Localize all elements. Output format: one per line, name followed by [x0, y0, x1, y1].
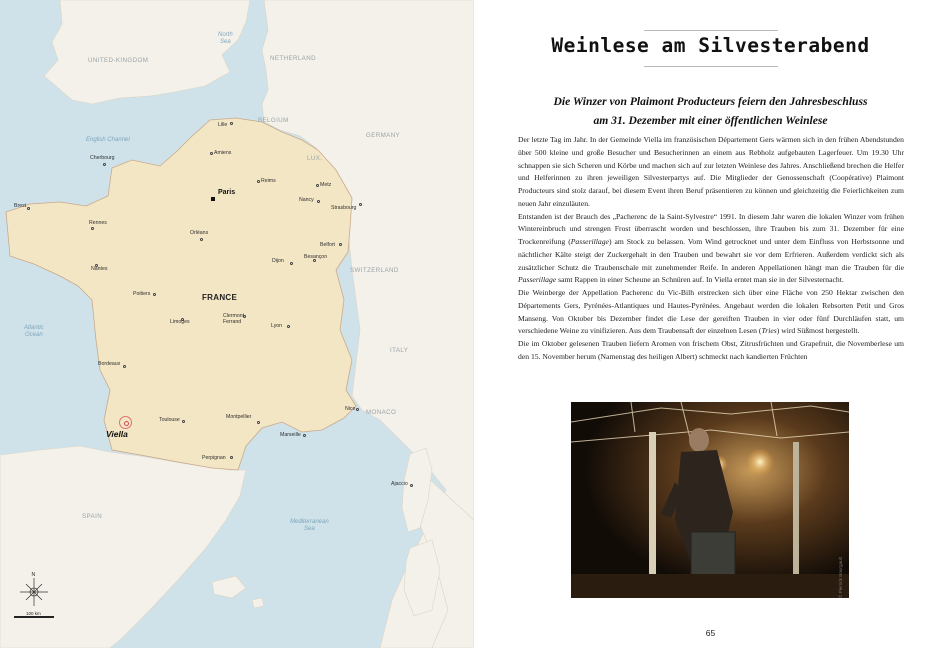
label-france: FRANCE: [202, 293, 238, 302]
label-nice: Nice: [345, 406, 356, 412]
paragraph-2: [518, 211, 904, 288]
label-poitiers: Poitiers: [133, 291, 151, 297]
marker-metz: [316, 184, 319, 187]
paragraph-3: [518, 287, 904, 338]
marker-reims: [257, 180, 260, 183]
label-netherland: NETHERLAND: [270, 55, 316, 62]
label-north-sea: [218, 32, 233, 46]
label-rennes: Rennes: [89, 220, 107, 226]
paragraph-3-part-b: ) wird Süßmost hergestellt.: [776, 326, 860, 336]
marker-ajaccio: [410, 484, 413, 487]
paragraph-4: Die im Oktober gelesenen Trauben liefern Aromen von frischem Obst, Zitrusfrüchten und Grapefruit, die Novemberlese um den 15. November herum (Namenstag des heiligen Albert) schmeckt nach kandierten Früchten: [518, 339, 904, 361]
label-north-sea-line1: North: [218, 32, 233, 38]
marker-montpellier: [257, 421, 260, 424]
paragraph-3-part-a: Die Weinberge der Appellation Pacherenc du Vic-Bilh erstrecken sich über eine Fläche von 250 Hektar zwischen den Départements Gers, Pyrénées-Atlantiques und Hautes-Pyrénées. Angebaut werden die lokalen Rebsorten Petit und Gros Manseng. Von Oktober bis Dezember findet die Lese der gereiften Trauben in vier oder fünf Durchläufen statt, um verschiedene Weine zu vinifizieren. Aus dem Traubensaft der einzelnen Lesen (: [518, 288, 904, 336]
marker-belfort: [339, 243, 342, 246]
article-title: Weinlese am Silvesterabend: [551, 34, 870, 57]
label-montpellier: Montpellier: [226, 414, 252, 420]
label-monaco: MONACO: [366, 409, 397, 416]
label-strasbourg: Strasbourg: [331, 205, 357, 211]
label-english-channel: English Channel: [86, 137, 130, 143]
scale-label: 100 km: [26, 611, 41, 616]
label-reims: Reims: [261, 178, 276, 184]
marker-nice: [356, 408, 359, 411]
article-photo: [571, 402, 849, 598]
label-lux: LUX.: [307, 155, 323, 162]
marker-marseille: [303, 434, 306, 437]
marker-paris: [211, 197, 215, 201]
paragraph-2-part-a: Entstanden ist der Brauch des „Pacherenc de la Saint-Sylvestre“ 1991. In diesem Jahr waren die lokalen Winzer vom frühen Wintereinbruch und strengen Frost überrascht worden und beschlossen, ihre Trauben bis zum 31. Dezember für eine Trockenreifung (: [518, 211, 904, 246]
marker-strasbourg: [359, 203, 362, 206]
label-italy: ITALY: [390, 347, 409, 354]
label-brest: Brest: [14, 203, 27, 209]
label-ajaccio: Ajaccio: [391, 481, 408, 487]
article-body: [518, 134, 904, 364]
label-mediterranean-sea: [290, 519, 329, 533]
paragraph-3-emphasis: Tries: [761, 326, 777, 336]
label-med-line1: Mediterranean: [290, 519, 329, 525]
marker-orleans: [200, 238, 203, 241]
article-page: [474, 0, 947, 648]
paragraph-2-part-c: samt Rappen in einer Scheune an Schnüren auf. In Viella erntet man sie in der Silvesternacht.: [556, 275, 844, 285]
marker-bordeaux: [123, 365, 126, 368]
label-spain: SPAIN: [82, 513, 103, 520]
label-north-sea-line2: Sea: [219, 38, 231, 45]
title-rule-top: [644, 30, 778, 31]
label-belgium: BELGIUM: [258, 117, 289, 124]
page-number: 65: [705, 628, 716, 638]
label-besancon: Besançon: [304, 254, 328, 260]
paragraph-2-part-b: ) am Stock zu belassen. Vom Wind getrocknet und unter dem Einfluss von Herbstsonne und nächtlicher Kälte steigt der Zuckergehalt in den Trauben und bewahrt sie vor dem Erfrieren. Außerdem verdickt sich als zusätzlicher Schutz die Traubenschale mit zunehmender Reife. In anderen Appellationen hängt man die Trauben für die: [518, 237, 904, 272]
paragraph-1: Der letzte Tag im Jahr. In der Gemeinde Viella im französischen Département Gers wärmen sich in den frühen Abendstunden über 500 kleine und große Besucher und Besucherinnen an einem aus Rebholz aufgebauten Lagerfeuer. Um 19.30 Uhr schnappen sie sich Scheren und Körbe und machen sich auf zur letzten Weinlese des Jahres. Anschließend brechen die Helfer und Helferinnen zu ihren jeweiligen Silvesterpartys auf. Die Mitglieder der Genossenschaft (Coopérative) Plaimont Producteurs sind stolz darauf, bei diesem Event ihren Beruf präsentieren zu können und gleichzeitig die Feierlichkeiten zum neuen Jahr einzuläuten.: [518, 135, 904, 208]
label-switzerland: SWITZERLAND: [350, 267, 399, 274]
label-amiens: Amiens: [214, 150, 232, 156]
marker-perpignan: [230, 456, 233, 459]
label-germany: GERMANY: [366, 132, 401, 139]
marker-amiens: [210, 152, 213, 155]
scale-bar: [14, 616, 54, 618]
marker-viella: [119, 416, 132, 429]
label-limoges: Limoges: [170, 319, 190, 325]
label-paris: Paris: [218, 189, 236, 196]
marker-poitiers: [153, 293, 156, 296]
label-cherbourg: Cherbourg: [90, 155, 115, 161]
label-bordeaux: Bordeaux: [98, 361, 121, 367]
label-viella: Viella: [106, 429, 128, 439]
marker-rennes: [91, 227, 94, 230]
marker-toulouse: [182, 420, 185, 423]
label-nancy: Nancy: [299, 197, 314, 203]
label-atlantic-line2: Ocean: [25, 331, 43, 338]
marker-cherbourg: [103, 163, 106, 166]
paragraph-2-emphasis-2: Passerillage: [518, 275, 557, 285]
label-metz: Metz: [320, 182, 332, 188]
label-marseille: Marseille: [280, 432, 301, 438]
label-belfort: Belfort: [320, 242, 335, 248]
article-subtitle: [514, 92, 907, 130]
label-nantes: Nantes: [91, 266, 108, 272]
label-atlantic-line1: Atlantic: [24, 325, 44, 331]
label-united-kingdom: UNITED-KINGDOM: [88, 57, 149, 64]
label-clermont-ferrand: [223, 314, 246, 325]
label-perpignan: Perpignan: [202, 455, 226, 461]
marker-lille: [230, 122, 233, 125]
marker-nancy: [317, 200, 320, 203]
label-med-line2: Sea: [304, 525, 315, 532]
label-clermont-line1: Clermont-: [223, 313, 246, 319]
photo-credit: © Pierrick Bourgault: [838, 557, 843, 598]
marker-dijon: [290, 262, 293, 265]
label-atlantic-ocean: [24, 325, 44, 339]
label-lille: Lille: [218, 122, 228, 128]
photo-graphic: [571, 402, 849, 598]
marker-brest: [27, 207, 30, 210]
marker-lyon: [287, 325, 290, 328]
title-rule-bottom: [644, 66, 778, 67]
label-orleans: Orléans: [190, 230, 209, 236]
label-toulouse: Toulouse: [159, 417, 180, 423]
compass-letter: N: [31, 572, 36, 578]
label-clermont-line2: Ferrand: [223, 318, 242, 325]
label-dijon: Dijon: [272, 258, 284, 264]
subtitle-line-1: Die Winzer von Plaimont Producteurs feiern den Jahresbeschluss: [553, 95, 868, 108]
paragraph-2-emphasis-1: Passerillage: [570, 237, 609, 246]
subtitle-line-2: am 31. Dezember mit einer öffentlichen Weinlese: [593, 114, 828, 127]
label-lyon: Lyon: [271, 323, 283, 329]
